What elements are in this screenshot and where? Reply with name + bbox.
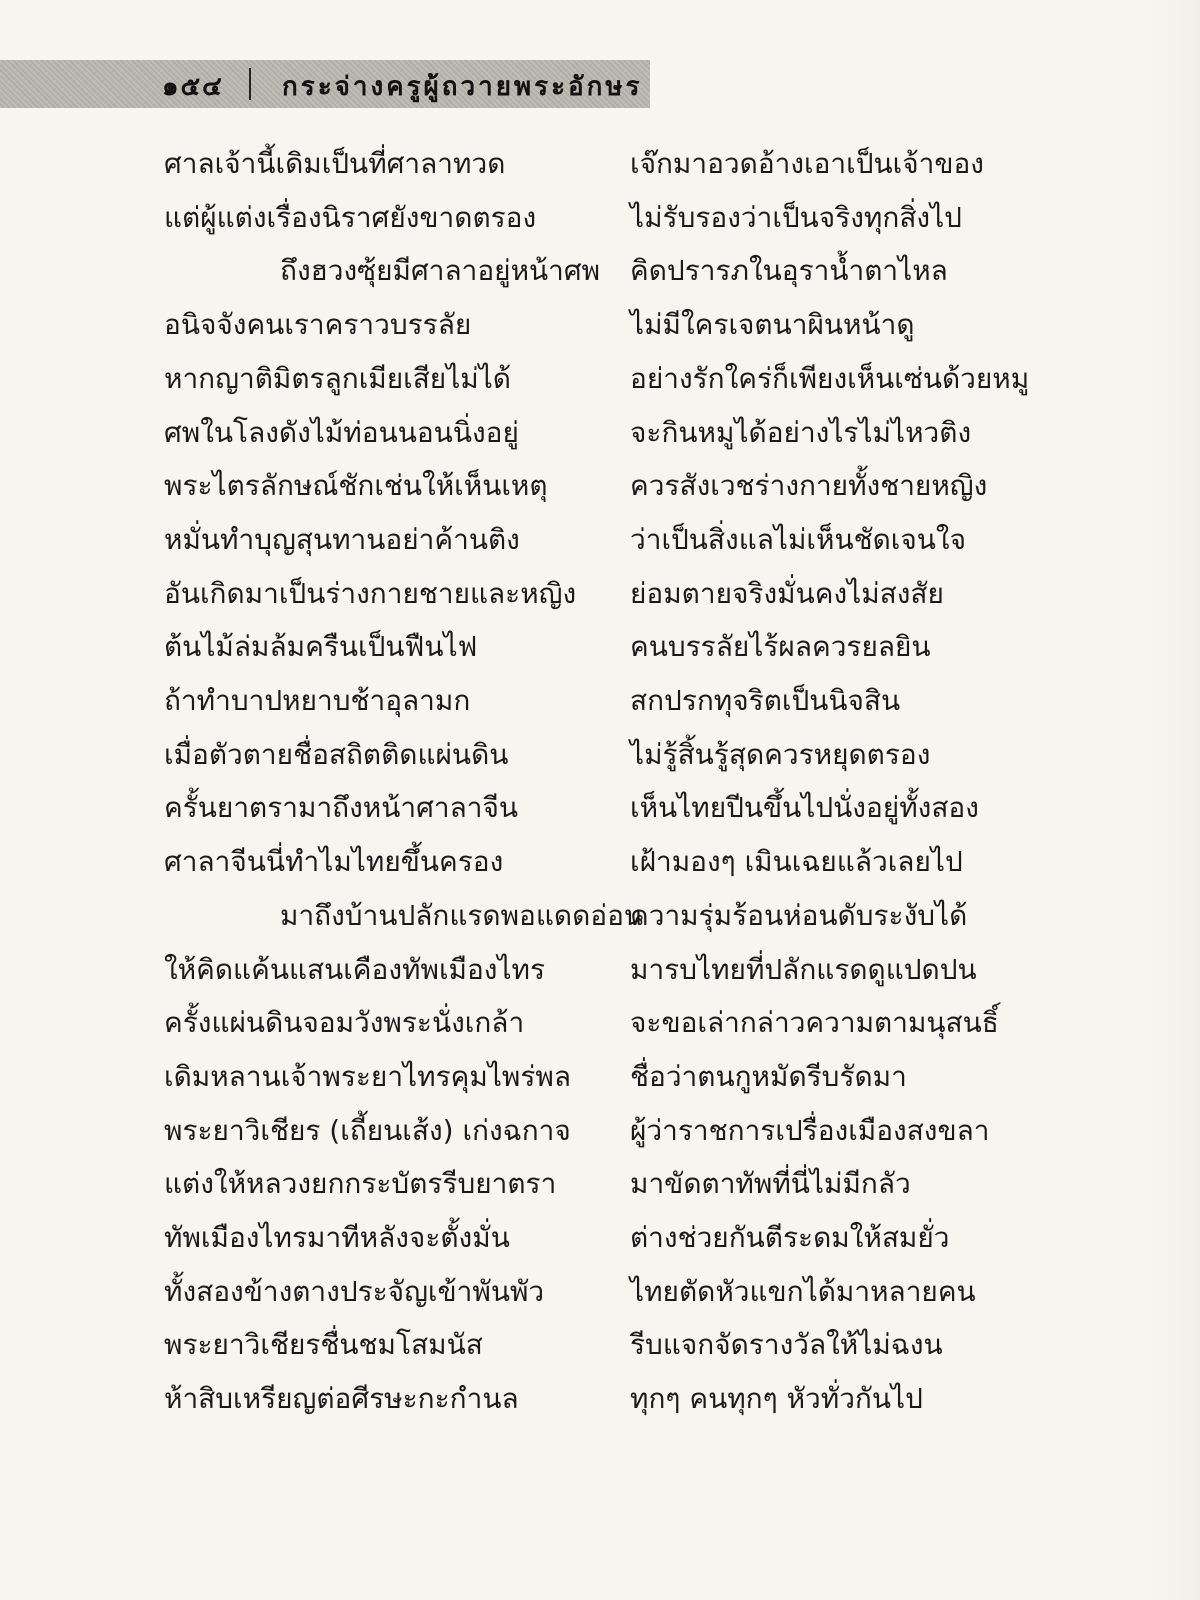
- verse-second-hemistich: จะกินหมูได้อย่างไรไม่ไหวติง: [630, 415, 972, 449]
- verse-first-hemistich: อันเกิดมาเป็นร่างกายชายและหญิง: [164, 576, 577, 610]
- verse-second-hemistich: ควรสังเวชร่างกายทั้งชายหญิง: [630, 469, 988, 503]
- verse-line: [0, 251, 1200, 305]
- verse-first-hemistich: อนิจจังคนเราคราวบรรลัย: [164, 308, 472, 342]
- verse-second-hemistich: ไม่รับรองว่าเป็นจริงทุกสิ่งไป: [630, 200, 962, 234]
- verse-line: [0, 1325, 1200, 1379]
- verse-second-hemistich: ว่าเป็นสิ่งแลไม่เห็นชัดเจนใจ: [630, 522, 966, 556]
- verse-line: [0, 574, 1200, 628]
- verse-line: [0, 842, 1200, 896]
- verse-second-hemistich: เจ๊กมาอวดอ้างเอาเป็นเจ้าของ: [630, 147, 984, 180]
- verse-line: [0, 466, 1200, 520]
- verse-first-hemistich: ศาลเจ้านี้เดิมเป็นที่ศาลาทวด: [164, 147, 506, 180]
- verse-first-hemistich: ถึงฮวงซุ้ยมีศาลาอยู่หน้าศพ: [280, 254, 601, 288]
- verse-line: [0, 1164, 1200, 1218]
- verse-first-hemistich: ศพในโลงดังไม้ท่อนนอนนิ่งอยู่: [164, 415, 519, 449]
- verse-first-hemistich: แต่งให้หลวงยกกระบัตรรีบยาตรา: [164, 1167, 557, 1201]
- verse-first-hemistich: ทัพเมืองไทรมาทีหลังจะตั้งมั่น: [164, 1221, 510, 1254]
- verse-line: [0, 413, 1200, 467]
- verse-second-hemistich: สกปรกทุจริตเป็นนิจสิน: [630, 684, 901, 717]
- verse-second-hemistich: รีบแจกจัดรางวัลให้ไม่ฉงน: [630, 1328, 943, 1362]
- verse-line: [0, 896, 1200, 950]
- verse-line: [0, 735, 1200, 789]
- verse-line: [0, 198, 1200, 252]
- verse-second-hemistich: คนบรรลัยไร้ผลควรยลยิน: [630, 630, 931, 664]
- page-number: ๑๕๔: [162, 72, 224, 102]
- verse-first-hemistich: หากญาติมิตรลูกเมียเสียไม่ได้: [164, 361, 511, 395]
- verse-first-hemistich: ศาลาจีนนี่ทำไมไทยขึ้นครอง: [164, 845, 504, 879]
- verse-second-hemistich: ย่อมตายจริงมั่นคงไม่สงสัย: [630, 576, 944, 610]
- header-divider: [249, 68, 251, 100]
- verse-second-hemistich: ไม่มีใครเจตนาผินหน้าดู: [630, 308, 915, 342]
- verse-first-hemistich: ห้าสิบเหรียญต่อศีรษะกะกำนล: [164, 1382, 519, 1416]
- verse-first-hemistich: พระยาวิเชียร (เถี้ยนเส้ง) เก่งฉกาจ: [164, 1113, 571, 1147]
- book-title: กระจ่างครูผู้ถวายพระอักษร: [282, 72, 643, 102]
- verse-line: [0, 359, 1200, 413]
- verse-line: [0, 1003, 1200, 1057]
- verse-first-hemistich: ให้คิดแค้นแสนเคืองทัพเมืองไทร: [164, 952, 546, 986]
- verse-line: [0, 1272, 1200, 1326]
- verse-second-hemistich: ต่างช่วยกันตีระดมให้สมยั่ว: [630, 1221, 950, 1254]
- verse-line: [0, 788, 1200, 842]
- verse-line: [0, 1218, 1200, 1272]
- verse-line: [0, 950, 1200, 1004]
- verse-line: [0, 681, 1200, 735]
- verse-second-hemistich: มารบไทยที่ปลักแรดดูแปดปน: [630, 952, 977, 986]
- verse-second-hemistich: ชื่อว่าตนกูหมัดรีบรัดมา: [630, 1059, 907, 1093]
- verse-line: [0, 305, 1200, 359]
- verse-first-hemistich: หมั่นทำบุญสุนทานอย่าค้านติง: [164, 522, 520, 556]
- verse-first-hemistich: ถ้าทำบาปหยาบช้าอุลามก: [164, 684, 471, 717]
- verse-line: [0, 1057, 1200, 1111]
- verse-second-hemistich: คิดปรารภในอุรานํ้าตาไหล: [630, 254, 948, 288]
- verse-line: [0, 1379, 1200, 1433]
- verse-first-hemistich: ทั้งสองข้างตางประจัญเข้าพันพัว: [164, 1274, 545, 1308]
- verse-first-hemistich: ครั้งแผ่นดินจอมวังพระนั่งเกล้า: [164, 1006, 525, 1040]
- verse-line: [0, 1111, 1200, 1165]
- verse-first-hemistich: ต้นไม้ล่มล้มครืนเป็นฟืนไฟ: [164, 630, 478, 664]
- verse-first-hemistich: มาถึงบ้านปลักแรดพอแดดอ่อน: [280, 898, 644, 932]
- verse-second-hemistich: ไทยตัดหัวแขกได้มาหลายคน: [630, 1274, 976, 1308]
- verse-second-hemistich: เห็นไทยปีนขึ้นไปนั่งอยู่ทั้งสอง: [630, 791, 979, 825]
- verse-first-hemistich: พระยาวิเชียรชื่นชมโสมนัส: [164, 1328, 483, 1362]
- verse-second-hemistich: เฝ้ามองๆ เมินเฉยแล้วเลยไป: [630, 845, 963, 879]
- verse-second-hemistich: ความรุ่มร้อนห่อนดับระงับได้: [630, 898, 968, 932]
- verse-second-hemistich: ทุกๆ คนทุกๆ หัวทั่วกันไป: [630, 1382, 923, 1416]
- verse-first-hemistich: เมื่อตัวตายชื่อสถิตติดแผ่นดิน: [164, 737, 509, 771]
- verse-first-hemistich: เดิมหลานเจ้าพระยาไทรคุมไพร่พล: [164, 1059, 572, 1093]
- verse-line: [0, 627, 1200, 681]
- verse-first-hemistich: แต่ผู้แต่งเรื่องนิราศยังขาดตรอง: [164, 200, 537, 234]
- verse-first-hemistich: ครั้นยาตรามาถึงหน้าศาลาจีน: [164, 791, 519, 825]
- verse-second-hemistich: ผู้ว่าราชการเปรื่องเมืองสงขลา: [630, 1113, 990, 1147]
- verse-second-hemistich: มาขัดตาทัพที่นี่ไม่มีกลัว: [630, 1167, 911, 1201]
- verse-second-hemistich: จะขอเล่ากล่าวความตามนุสนธิ์: [630, 1006, 999, 1040]
- verse-second-hemistich: ไม่รู้สิ้นรู้สุดควรหยุดตรอง: [630, 737, 931, 771]
- verse-second-hemistich: อย่างรักใคร่ก็เพียงเห็นเซ่นด้วยหมู: [630, 361, 1030, 395]
- verse-line: [0, 144, 1200, 198]
- verse-line: [0, 520, 1200, 574]
- verse-first-hemistich: พระไตรลักษณ์ชักเช่นให้เห็นเหตุ: [164, 469, 548, 503]
